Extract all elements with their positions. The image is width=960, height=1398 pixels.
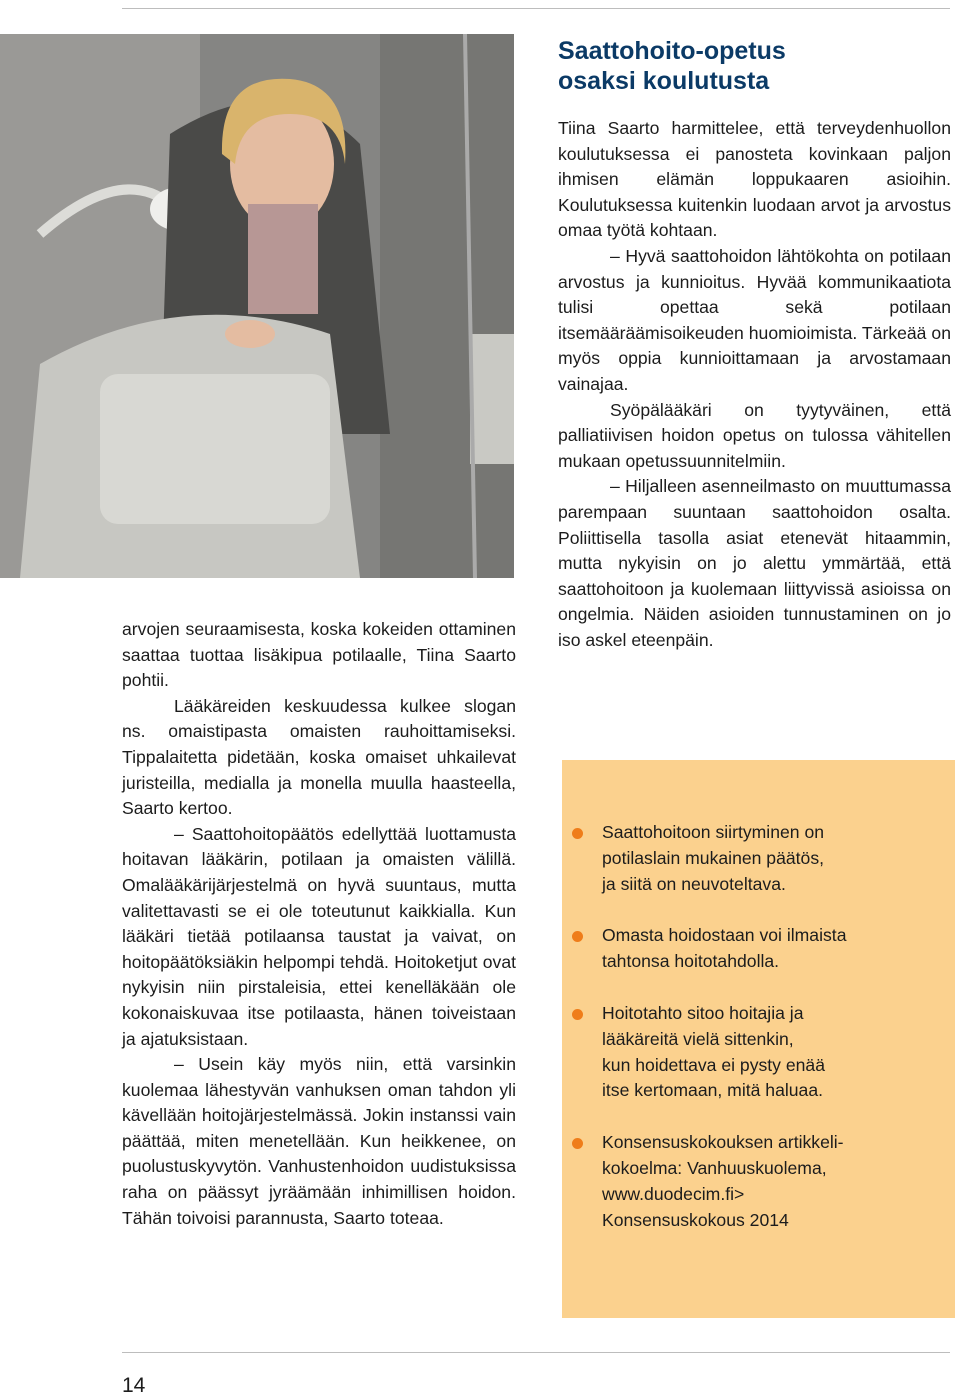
- paragraph: Tiina Saarto harmittelee, että terveydenhuollon koulutuksessa ei panosteta kovinkaan paljon ihmisen elämän loppukaaren asioihin. Koulutuksessa kuitenkin luodaan arvot ja arvostus omaa työtä kohtaan.: [558, 118, 951, 241]
- photo-portrait-icon: [0, 34, 514, 578]
- paragraph: Lääkäreiden keskuudessa kulkee slogan ns. omaistipasta omaisten rauhoittamiseksi. Tippalaitetta pidetään, koska omaiset uhkailevat juristeilla, medialla ja monella muulla haasteella, Saarto kertoo.: [122, 695, 516, 819]
- right-text-column: [558, 116, 951, 653]
- section-heading: [558, 36, 948, 96]
- paragraph: Syöpälääkäri on tyytyväinen, että palliatiivisen hoidon opetus on tulossa vähitellen mukaan opetussuunnitelmiin.: [558, 399, 951, 471]
- list-item: Konsensuskokouksen artikkeli- kokoelma: Vanhuuskuolema, www.duodecim.fi> Konsensuskokous 2014: [602, 1130, 955, 1233]
- paragraph: – Hyvä saattohoidon lähtökohta on potilaan arvostus ja kunnioitus. Hyvää kommunikaatiota tulisi opettaa sekä potilaan itsemääräämisoikeuden huomioimista. Tärkeää on myös oppia kunnioittamaan ja arvostamaan vainajaa.: [558, 245, 951, 394]
- paragraph: – Hiljalleen asenneilmasto on muuttumassa parempaan suuntaan saattohoidon osalta. Poliittisella tasolla asiat etenevät hitaammin, mutta nykyisin on jo alettu ymmärtää, että saattohoitoon ja kuolemaan liittyvissä asioissa on ongelmia. Näiden asioiden tunnustaminen on jo iso askel eteenpäin.: [558, 476, 951, 650]
- left-text-column: [122, 617, 516, 1231]
- bullet-icon: [572, 931, 583, 942]
- paragraph: – Usein käy myös niin, että varsinkin kuolemaa lähestyvän vanhuksen oman tahdon yli kävellään hoitojärjestelmässä. Jokin instanssi vain päättää, miten menetellään. Kun heikkenee, on puolustuskyvytön. Vanhustenhoidon uudistuksissa raha on päässyt jyräämään inhimillisen hoidon. Tähän toivoisi parannusta, Saarto toteaa.: [122, 1054, 516, 1228]
- heading-line-2: osaksi koulutusta: [558, 67, 770, 95]
- paragraph: – Saattohoitopäätös edellyttää luottamusta hoitavan lääkärin, potilaan ja omaisten välillä. Omalääkärijärjestelmä on hyvä suuntaus, mutta valitettavasti se ei ole toteutunut kaikkialla. Kun lääkäri tietää potilaansa taustat ja vaivat, on hoitopäätöksiäkin helpompi tehdä. Hoitoketjut ovat nykyisin niin pirstaleisia, ettei kenelläkään ole kokonaiskuvaa itse potilaasta, hänen toiveistaan ja ajatuksistaan.: [122, 823, 516, 1049]
- info-box: [562, 760, 955, 1318]
- paragraph: arvojen seuraamisesta, koska kokeiden ottaminen saattaa tuottaa lisäkipua potilaalle, Tiina Saarto pohtii.: [122, 619, 516, 691]
- portrait-photo: [0, 34, 514, 578]
- info-list: [562, 820, 955, 1233]
- bottom-rule: [122, 1352, 950, 1353]
- list-item: Hoitotahto sitoo hoitajia ja lääkäreitä vielä sittenkin, kun hoidettava ei pysty enää itse kertomaan, mitä haluaa.: [602, 1001, 955, 1104]
- heading-line-1: Saattohoito-opetus: [558, 37, 786, 65]
- page-number: 14: [122, 1374, 146, 1397]
- bullet-icon: [572, 828, 583, 839]
- bullet-icon: [572, 1138, 583, 1149]
- list-item: Omasta hoidostaan voi ilmaista tahtonsa hoitotahdolla.: [602, 923, 955, 975]
- reference-link[interactable]: www.duodecim.fi>: [602, 1183, 745, 1204]
- list-item: Saattohoitoon siirtyminen on potilaslain mukainen päätös, ja siitä on neuvoteltava.: [602, 820, 955, 897]
- bullet-icon: [572, 1009, 583, 1020]
- top-rule: [122, 8, 950, 9]
